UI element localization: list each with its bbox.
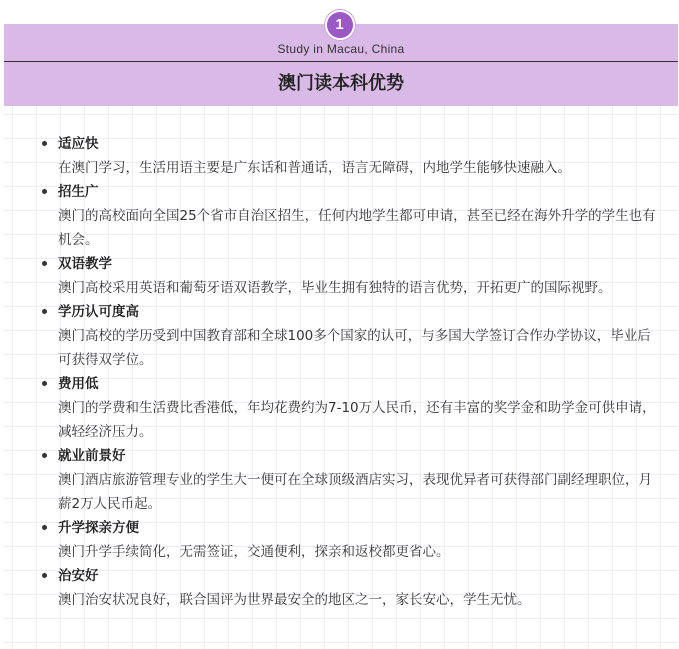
bullet-icon [42,261,47,266]
advantages-list [4,132,678,612]
item-description: 澳门升学手续简化，无需签证，交通便利，探亲和返校都更省心。 [58,544,450,560]
bullet-icon [42,381,47,386]
bullet-icon [42,573,47,578]
content-panel [4,106,678,649]
page-title: 澳门读本科优势 [278,73,404,94]
item-title: 适应快 [58,136,99,152]
section-number-badge: 1 [325,10,355,40]
item-title: 治安好 [58,568,99,584]
item-title: 招生广 [58,184,99,200]
bullet-icon [42,309,47,314]
item-description: 在澳门学习，生活用语主要是广东话和普通话，语言无障碍，内地学生能够快速融入。 [58,160,571,176]
list-item [4,180,678,252]
list-item [4,516,678,564]
bullet-icon [42,189,47,194]
item-description: 澳门治安状况良好，联合国评为世界最安全的地区之一，家长安心，学生无忧。 [58,592,531,608]
list-item [4,564,678,612]
item-title: 双语教学 [58,256,112,272]
bullet-icon [42,525,47,530]
bullet-icon [42,141,47,146]
item-title: 学历认可度高 [58,304,139,320]
item-description: 澳门高校的学历受到中国教育部和全球100多个国家的认可，与多国大学签订合作办学协议，毕业后可获得双学位。 [58,328,651,368]
list-item [4,372,678,444]
bullet-icon [42,453,47,458]
list-item [4,252,678,300]
item-description: 澳门的高校面向全国25个省市自治区招生，任何内地学生都可申请，甚至已经在海外升学的学生也有机会。 [58,208,656,248]
section-badge-wrapper [0,10,679,38]
list-item [4,444,678,516]
list-item [4,132,678,180]
item-title: 升学探亲方便 [58,520,139,536]
item-title: 费用低 [58,376,99,392]
list-item [4,300,678,372]
header-subtitle: Study in Macau, China [277,42,405,56]
header-divider [4,61,678,62]
item-description: 澳门的学费和生活费比香港低，年均花费约为7-10万人民币，还有丰富的奖学金和助学金可供申请，减轻经济压力。 [58,400,656,440]
item-title: 就业前景好 [58,448,126,464]
item-description: 澳门酒店旅游管理专业的学生大一便可在全球顶级酒店实习，表现优异者可获得部门副经理职位，月薪2万人民币起。 [58,472,652,512]
item-description: 澳门高校采用英语和葡萄牙语双语教学，毕业生拥有独特的语言优势，开拓更广的国际视野。 [58,280,612,296]
